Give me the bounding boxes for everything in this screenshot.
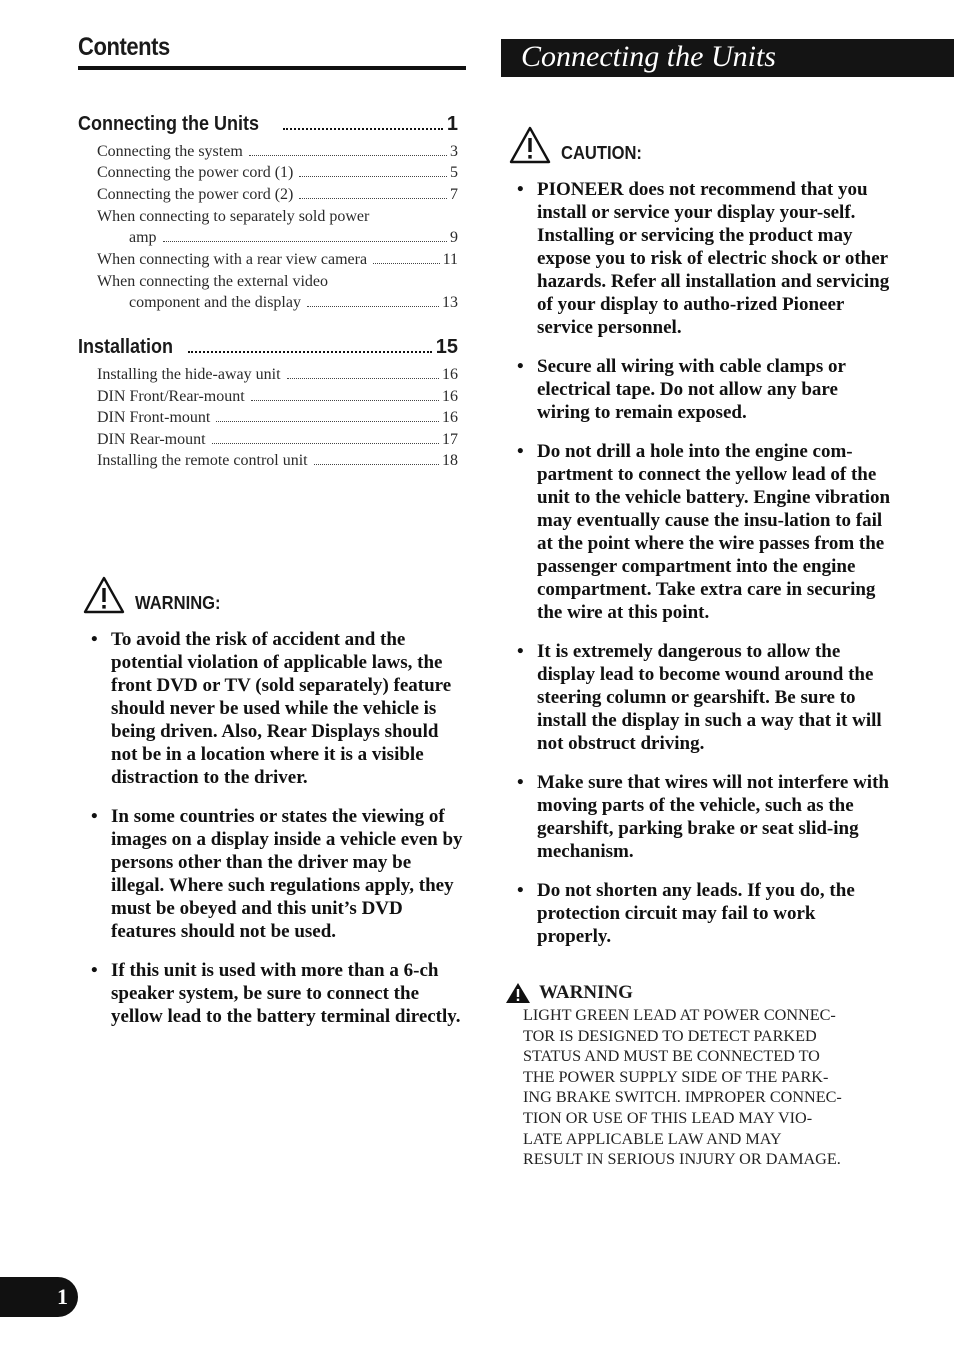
toc-entry-label[interactable]: When connecting to separately sold power — [97, 208, 370, 225]
toc-entry-label: DIN Front-mount — [97, 409, 211, 426]
page-number: 1 — [57, 1284, 68, 1309]
contents-heading: Contents — [78, 33, 170, 61]
caution-item: • It is extremely dangerous to allow the display lead to become wound around the steering column or gearshift. Be sure to install the display in such a way that it will not obstruct driving. — [517, 641, 882, 754]
toc-leader — [287, 378, 439, 379]
toc-entry-label: Connecting the system — [97, 143, 243, 160]
caution-triangle-icon — [509, 126, 551, 164]
caution-item: • Do not drill a hole into the engine com-partment to connect the yellow lead of the unit to the vehicle battery. Engine vibration may eventually cause the insu-lation to fail at the point where the wire passes from the passenger compartment into the engine compartment. Take extra care in securing the wire at this point. — [517, 441, 891, 623]
toc-entry[interactable] — [97, 451, 458, 471]
toc-entry-label: Connecting the power cord (2) — [97, 186, 294, 203]
toc-leader — [251, 400, 439, 401]
toc-section-title: Connecting the Units — [78, 113, 259, 135]
toc-section-page: 1 — [446, 113, 458, 135]
warning-filled-triangle-icon — [505, 982, 531, 1004]
toc-entry-page: 17 — [442, 431, 458, 448]
toc-section-installation[interactable] — [78, 336, 458, 359]
toc-entry-page: 16 — [442, 366, 458, 383]
toc-entry-label: When connecting with a rear view camera — [97, 251, 368, 268]
warning-item: • In some countries or states the viewing of images on a display inside a vehicle even by persons other than the driver may be illegal. Where such regulations apply, they must be obeyed and this unit’s DVD features should not be used. — [91, 806, 463, 942]
warning-item: • To avoid the risk of accident and the potential violation of applicable laws, the front DVD or TV (sold separately) feature should never be used while the vehicle is being driven. Also, Rear Displays should not be in a location where it is a visible distraction to the driver. — [91, 629, 452, 788]
toc-leader — [283, 128, 443, 130]
caution-item: • Secure all wiring with cable clamps or electrical tape. Do not allow any bare wiring to remain exposed. — [517, 356, 846, 423]
caution-list — [517, 178, 892, 964]
page-number-tab — [0, 1277, 78, 1317]
toc-leader — [373, 263, 440, 264]
caution-item: • Make sure that wires will not interfere with moving parts of the vehicle, such as the gearshift, parking brake or seat slid-ing mechanism. — [517, 772, 889, 862]
toc-entry-label: Installing the hide-away unit — [97, 366, 281, 383]
toc-entry[interactable] — [97, 365, 458, 385]
toc-entry-label-cont: amp — [129, 229, 157, 246]
warning-box-label: WARNING — [539, 982, 633, 1003]
warning-triangle-icon — [83, 576, 125, 614]
toc-entry[interactable] — [97, 387, 458, 407]
toc-leader — [307, 306, 439, 307]
caution-heading — [509, 126, 649, 164]
toc-entry[interactable] — [129, 228, 458, 248]
toc-leader — [314, 464, 439, 465]
warning-box-heading — [505, 982, 633, 1004]
toc-entry-page: 5 — [450, 164, 458, 181]
toc-entry-page: 9 — [450, 229, 458, 246]
section-title-bar — [501, 39, 954, 77]
toc-section-title: Installation — [78, 336, 174, 358]
toc-entry[interactable] — [97, 250, 458, 270]
toc-section-connecting[interactable] — [78, 113, 458, 136]
toc-entry-page: 7 — [450, 186, 458, 203]
toc-entry-page: 3 — [450, 143, 458, 160]
toc-entry-label: DIN Rear-mount — [97, 431, 206, 448]
toc-entry-page: 13 — [442, 294, 458, 311]
toc-leader — [299, 198, 447, 199]
toc-leader — [216, 421, 439, 422]
warning-label: WARNING: — [135, 593, 221, 613]
toc-leader — [212, 443, 439, 444]
toc-leader — [299, 176, 447, 177]
section-title: Connecting the Units — [521, 40, 776, 73]
toc-entry[interactable] — [97, 430, 458, 450]
contents-divider — [78, 66, 466, 70]
caution-item: • PIONEER does not recommend that you install or service your display your-self. Installing or servicing the product may expose you to risk of electric shock or other hazards. Refer all installation and servicing of your display to autho-rized Pioneer service personnel. — [517, 179, 890, 338]
toc-entry-page: 16 — [442, 388, 458, 405]
toc-leader — [249, 155, 447, 156]
toc-entry[interactable] — [129, 293, 458, 313]
caution-label: CAUTION: — [561, 143, 642, 163]
warning-heading — [83, 576, 228, 614]
toc-entry-page: 16 — [442, 409, 458, 426]
toc-entry-label: DIN Front/Rear-mount — [97, 388, 245, 405]
warning-list — [91, 628, 466, 1044]
toc-entry[interactable] — [97, 185, 458, 205]
toc-entry[interactable] — [97, 163, 458, 183]
toc-entry-page: 18 — [442, 452, 458, 469]
toc-leader — [163, 241, 447, 242]
toc-leader — [188, 351, 432, 353]
toc-entry-label: Connecting the power cord (1) — [97, 164, 294, 181]
warning-item: • If this unit is used with more than a 6-ch speaker system, be sure to connect the yellow lead to the battery terminal directly. — [91, 960, 461, 1027]
toc-entry[interactable] — [97, 142, 458, 162]
toc-entry[interactable] — [97, 408, 458, 428]
toc-entry-label[interactable]: When connecting the external video — [97, 273, 329, 290]
caution-item: • Do not shorten any leads. If you do, the protection circuit may fail to work properly. — [517, 880, 855, 947]
toc-section-page: 15 — [435, 336, 458, 358]
toc-entry-label-cont: component and the display — [129, 294, 301, 311]
toc-entry-label: Installing the remote control unit — [97, 452, 308, 469]
warning-box-text: LIGHT GREEN LEAD AT POWER CONNEC- TOR IS DESIGNED TO DETECT PARKED STATUS AND MUST BE CONNECTED TO THE POWER SUPPLY SIDE OF THE PARK- ING BRAKE SWITCH. IMPROPER CONNEC- TION OR USE OF THIS LEAD MAY VIO- LATE APPLICABLE LAW AND MAY RESULT IN SERIOUS INJURY OR DAMAGE. — [523, 1006, 842, 1169]
toc-entry-page: 11 — [442, 251, 458, 268]
